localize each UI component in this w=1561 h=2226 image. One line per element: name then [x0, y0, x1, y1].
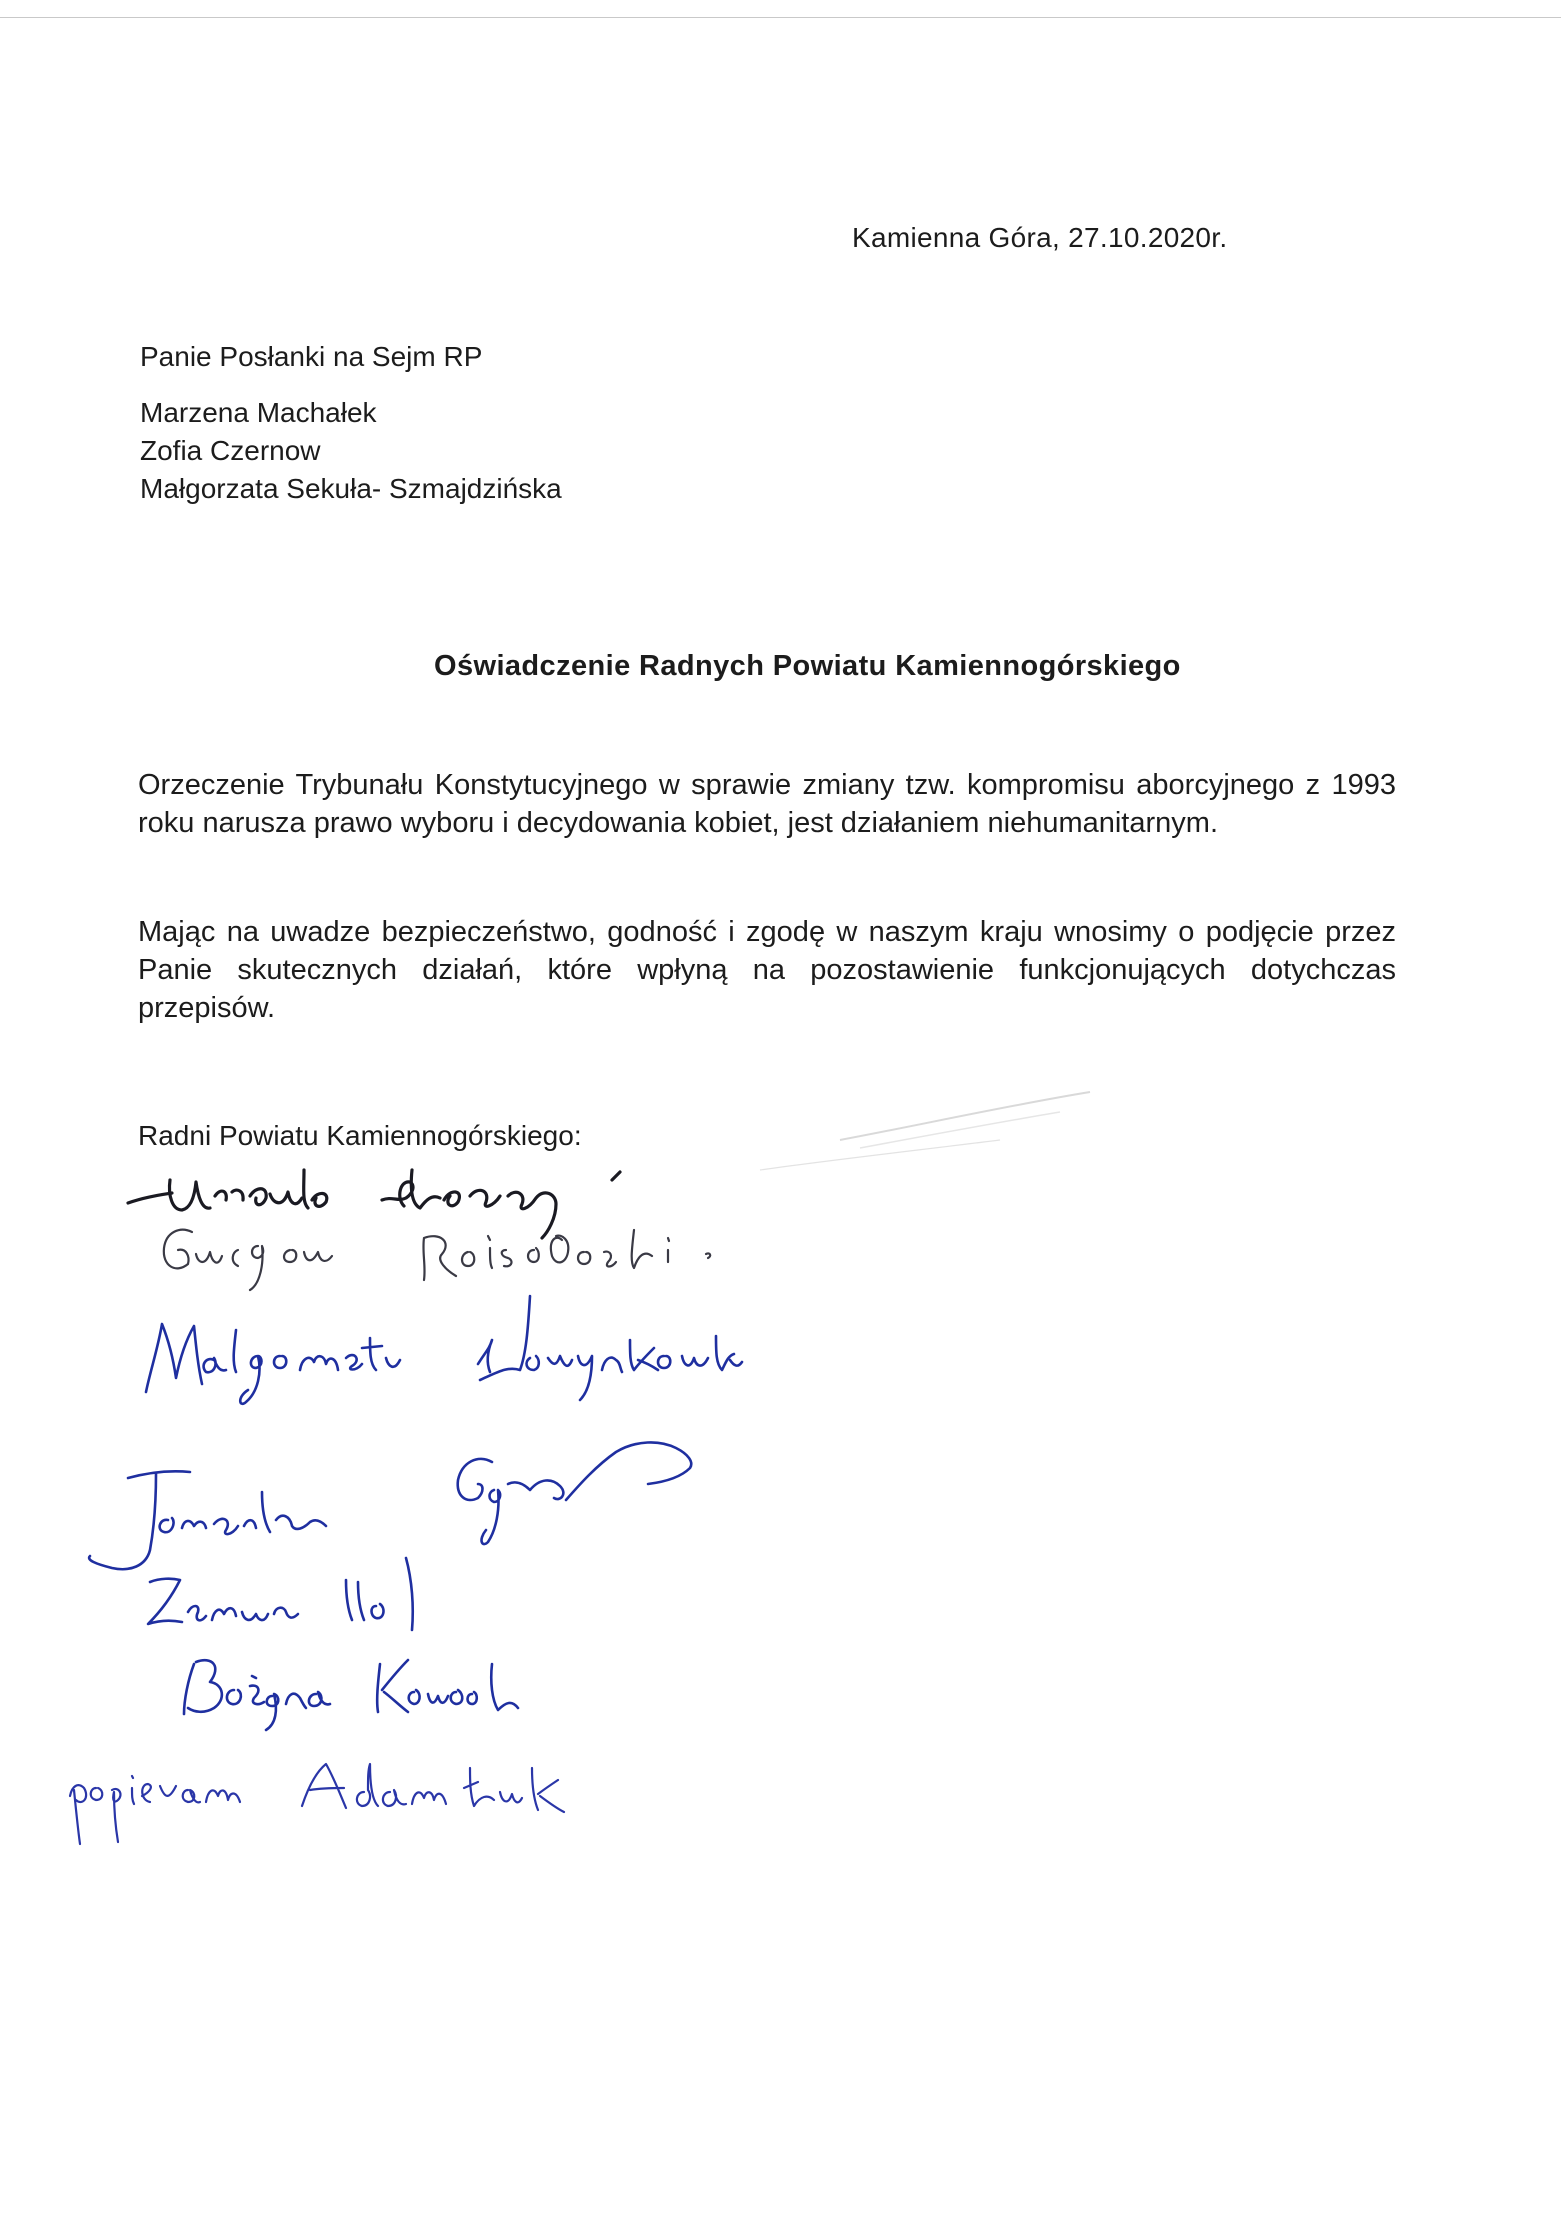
addressee-name: Małgorzata Sekuła- Szmajdzińska	[140, 473, 562, 504]
signature-1	[128, 1170, 620, 1238]
addressee-name: Marzena Machałek	[140, 397, 377, 428]
place-date: Kamienna Góra, 27.10.2020r.	[852, 222, 1228, 253]
signature-7	[70, 1764, 564, 1844]
addressee-greeting: Panie Posłanki na Sejm RP	[140, 341, 483, 372]
signature-5	[148, 1558, 413, 1630]
signature-4	[89, 1442, 691, 1569]
signature-6	[184, 1660, 518, 1730]
document-title: Oświadczenie Radnych Powiatu Kamiennogórskiego	[434, 650, 1181, 682]
signature-3	[146, 1296, 742, 1404]
addressee-name: Zofia Czernow	[140, 435, 321, 466]
signature-2	[164, 1230, 710, 1290]
body-paragraph: Mając na uwadze bezpieczeństwo, godność i zgodę w naszym kraju wnosimy o podjęcie przez Panie skutecznych działań, które wpłyną na pozostawienie funkcjonujących dotychczas przepisów.	[138, 916, 1396, 1024]
body-paragraph: Orzeczenie Trybunału Konstytucyjnego w sprawie zmiany tzw. kompromisu aborcyjnego z 1993 roku narusza prawo wyboru i decydowania kobiet, jest działaniem niehumanitarnym.	[138, 769, 1396, 839]
signatures-label: Radni Powiatu Kamiennogórskiego:	[138, 1120, 582, 1151]
